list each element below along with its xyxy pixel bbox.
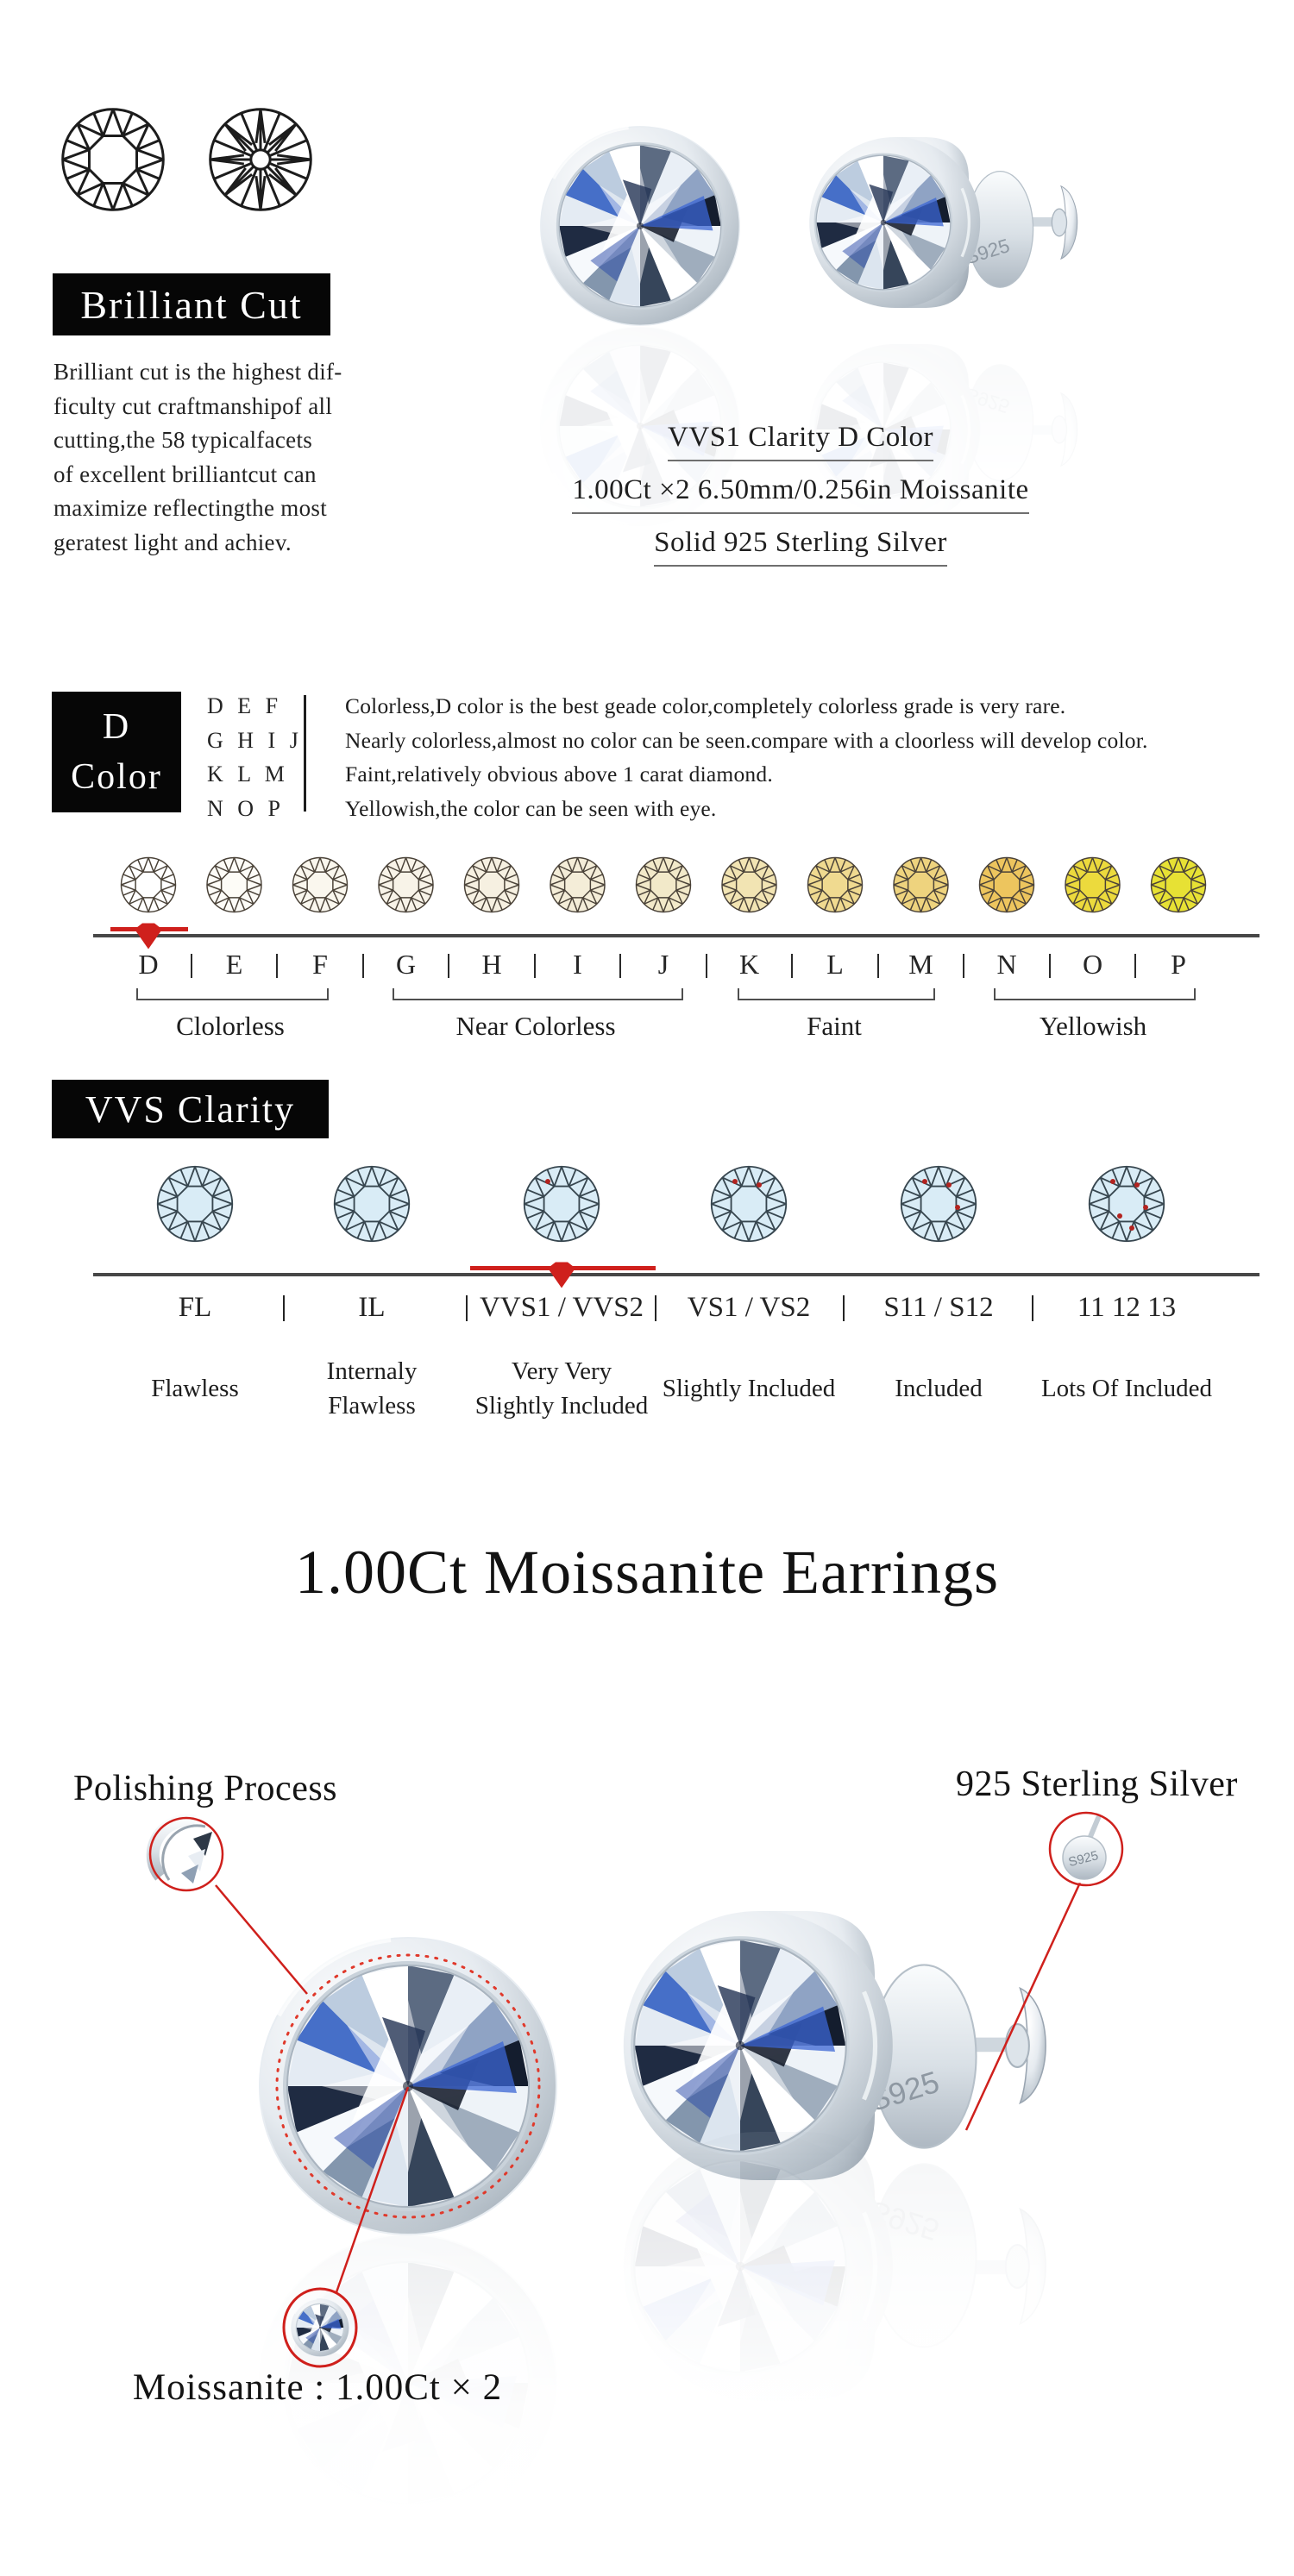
color-scale-letter-O: O <box>1082 949 1103 980</box>
clarity-description-line: Included <box>895 1375 983 1402</box>
hero-side-earring <box>809 137 1077 308</box>
clarity-scale-line <box>93 1273 1259 1276</box>
color-scale-letter-K: K <box>738 949 760 980</box>
group-bracket-colorless <box>136 988 329 1000</box>
inclusion-dot <box>732 1179 738 1184</box>
color-scale-letter-J: J <box>657 949 669 980</box>
clarity-gem-1 <box>158 1167 232 1241</box>
color-grade-divider <box>304 695 306 812</box>
illustration-layer: S925 S925 <box>0 0 1294 2576</box>
color-scale-letter-F: F <box>312 949 328 980</box>
color-scale-separator <box>877 954 879 978</box>
inclusion-dot <box>1117 1213 1122 1219</box>
color-scale-separator <box>706 954 707 978</box>
grade-row-letters: G H I J <box>207 727 303 753</box>
color-scale-separator <box>362 954 364 978</box>
color-scale-letter-I: I <box>573 949 582 980</box>
clarity-grade-label-2: IL <box>358 1292 386 1323</box>
color-scale-line <box>93 934 1259 937</box>
color-scale-separator <box>534 954 536 978</box>
clarity-description-line: Internaly <box>326 1357 418 1385</box>
color-scale-separator <box>1049 954 1051 978</box>
group-bracket-faint <box>738 988 935 1000</box>
color-swatch-gem-K <box>722 858 776 912</box>
description-line: ficulty cut craftmanshipof all <box>53 392 333 419</box>
clarity-gem-row <box>158 1167 1164 1241</box>
clarity-description-line: Flawless <box>151 1375 239 1402</box>
color-scale-letter-G: G <box>395 949 417 980</box>
color-scale-letter-P: P <box>1171 949 1186 980</box>
grade-row-letters: D E F <box>207 693 283 718</box>
description-line: geratest light and achiev. <box>53 529 292 555</box>
color-swatch-gem-D <box>122 858 176 912</box>
color-scale-letter-D: D <box>138 949 159 980</box>
inclusion-dot <box>545 1179 550 1184</box>
color-swatch-row <box>122 858 1206 912</box>
color-swatch-gem-F <box>293 858 348 912</box>
clarity-gem-4 <box>712 1167 786 1241</box>
moissanite-stone-thumb <box>291 2298 349 2356</box>
color-scale-separator <box>448 954 449 978</box>
clarity-description-4 <box>641 1347 857 1430</box>
grade-row-description: Colorless,D color is the best geade color,completely colorless grade is very rare. <box>345 693 1066 718</box>
clarity-grade-row <box>0 1292 1294 1332</box>
inclusion-dot <box>757 1182 762 1188</box>
color-scale-letter-L: L <box>826 949 844 980</box>
inclusion-dot <box>955 1205 960 1210</box>
description-line: cutting,the 58 typicalfacets <box>53 427 313 453</box>
hero-front-earring <box>541 127 739 325</box>
d-color-badge <box>52 692 181 812</box>
brilliant-cut-description <box>53 355 364 560</box>
sterling-silver-label: 925 Sterling Silver <box>956 1764 1238 1804</box>
color-swatch-gem-H <box>465 858 519 912</box>
clarity-description-row <box>0 1347 1294 1433</box>
group-label-near-colorless: Near Colorless <box>455 1011 616 1041</box>
group-label-colorless: Clolorless <box>176 1011 285 1041</box>
color-swatch-gem-N <box>980 858 1034 912</box>
silver-callout-circle <box>1050 1813 1122 1885</box>
clarity-description-6 <box>1019 1347 1234 1430</box>
grade-row-description: Nearly colorless,almost no color can be seen.compare with a cloorless will develop color. <box>345 727 1148 753</box>
brilliant-cut-crown-diagram-icon <box>63 110 164 210</box>
inclusion-dot <box>1110 1179 1115 1184</box>
stamp-text-callout: S925 <box>1066 1848 1100 1871</box>
group-bracket-yellowish <box>994 988 1196 1000</box>
color-swatch-gem-G <box>379 858 433 912</box>
color-scale-letter-E: E <box>225 949 243 980</box>
color-scale-letter-N: N <box>996 949 1017 980</box>
color-scale-separator <box>191 954 192 978</box>
color-grade-letters-column <box>207 689 319 825</box>
clarity-grade-label-3: VVS1 / VVS2 <box>479 1292 644 1323</box>
clarity-description-line: Very Very <box>511 1357 612 1385</box>
grade-row-description: Yellowish,the color can be seen with eye. <box>345 795 717 821</box>
clarity-gem-5 <box>901 1167 976 1241</box>
description-line: maximize reflectingthe most <box>53 495 327 521</box>
clarity-description-2 <box>264 1347 480 1430</box>
grade-row-letters: N O P <box>207 795 286 821</box>
color-swatch-gem-L <box>808 858 863 912</box>
brilliant-cut-pavilion-diagram-icon <box>210 110 311 210</box>
page-title: 1.00Ct Moissanite Earrings <box>295 1538 999 1607</box>
vvs-clarity-badge-label: VVS Clarity <box>85 1087 296 1131</box>
color-grade-descriptions-column <box>345 689 1259 825</box>
clarity-grade-label-5: S11 / S12 <box>883 1292 994 1323</box>
spec-silver <box>525 527 1077 567</box>
inclusion-dot <box>1129 1225 1134 1231</box>
inclusion-dot <box>1134 1182 1140 1188</box>
color-swatch-gem-J <box>637 858 691 912</box>
inclusion-dot <box>946 1182 952 1188</box>
clarity-description-line: Flawless <box>328 1392 416 1420</box>
polish-callout-circle <box>150 1818 223 1890</box>
color-swatch-gem-M <box>894 858 948 912</box>
clarity-description-line: Lots Of Included <box>1040 1375 1213 1402</box>
group-label-faint: Faint <box>807 1011 862 1041</box>
brilliant-cut-badge-label: Brilliant Cut <box>80 282 303 327</box>
clarity-gem-3 <box>525 1167 599 1241</box>
color-swatch-gem-I <box>550 858 605 912</box>
grade-row-letters: K L M <box>207 762 289 787</box>
color-scale-separator <box>791 954 793 978</box>
color-scale-letter-row <box>0 949 1294 988</box>
grade-row-description: Faint,relatively obvious above 1 carat diamond. <box>345 762 773 787</box>
spec-carat-size <box>525 474 1077 514</box>
color-swatch-gem-O <box>1065 858 1120 912</box>
moissanite-caption: Moissanite : 1.00Ct × 2 <box>132 2367 503 2408</box>
clarity-gem-6 <box>1090 1167 1164 1241</box>
color-swatch-gem-P <box>1152 858 1206 912</box>
polishing-process-label: Polishing Process <box>73 1769 338 1808</box>
d-color-badge-line1: D <box>102 707 131 747</box>
color-swatch-gem-E <box>207 858 261 912</box>
color-scale-separator <box>963 954 964 978</box>
clarity-description-3 <box>454 1347 669 1430</box>
color-scale-separator <box>619 954 621 978</box>
vvs-clarity-badge <box>52 1080 329 1138</box>
clarity-description-line: Slightly Included <box>662 1375 836 1402</box>
clarity-gem-2 <box>335 1167 409 1241</box>
spec-text: VVS1 Clarity D Color <box>668 422 933 461</box>
color-scale-letter-M: M <box>908 949 933 980</box>
clarity-description-5 <box>831 1347 1046 1430</box>
color-scale-letter-H: H <box>481 949 502 980</box>
clarity-grade-label-4: VS1 / VS2 <box>687 1292 811 1323</box>
group-bracket-near-colorless <box>393 988 683 1000</box>
spec-text: Solid 925 Sterling Silver <box>654 527 947 567</box>
d-color-badge-line2: Color <box>71 757 162 797</box>
spec-clarity-color <box>525 422 1077 461</box>
clarity-description-line: Slightly Included <box>474 1392 649 1420</box>
brilliant-cut-badge <box>53 273 330 335</box>
group-label-yellowish: Yellowish <box>1039 1011 1147 1041</box>
description-line: Brilliant cut is the highest dif- <box>53 359 342 385</box>
inclusion-dot <box>1143 1205 1148 1210</box>
inclusion-dot <box>922 1179 927 1184</box>
description-line: of excellent brilliantcut can <box>53 461 317 487</box>
color-scale-separator <box>276 954 278 978</box>
clarity-grade-label-1: FL <box>178 1292 212 1323</box>
detail-front-earring <box>260 1938 556 2234</box>
hero-earrings-photo <box>541 127 1077 325</box>
clarity-grade-label-6: 11 12 13 <box>1077 1292 1177 1323</box>
color-scale-separator <box>1134 954 1136 978</box>
spec-text: 1.00Ct ×2 6.50mm/0.256in Moissanite <box>572 474 1028 514</box>
polish-callout-line <box>216 1885 307 1994</box>
